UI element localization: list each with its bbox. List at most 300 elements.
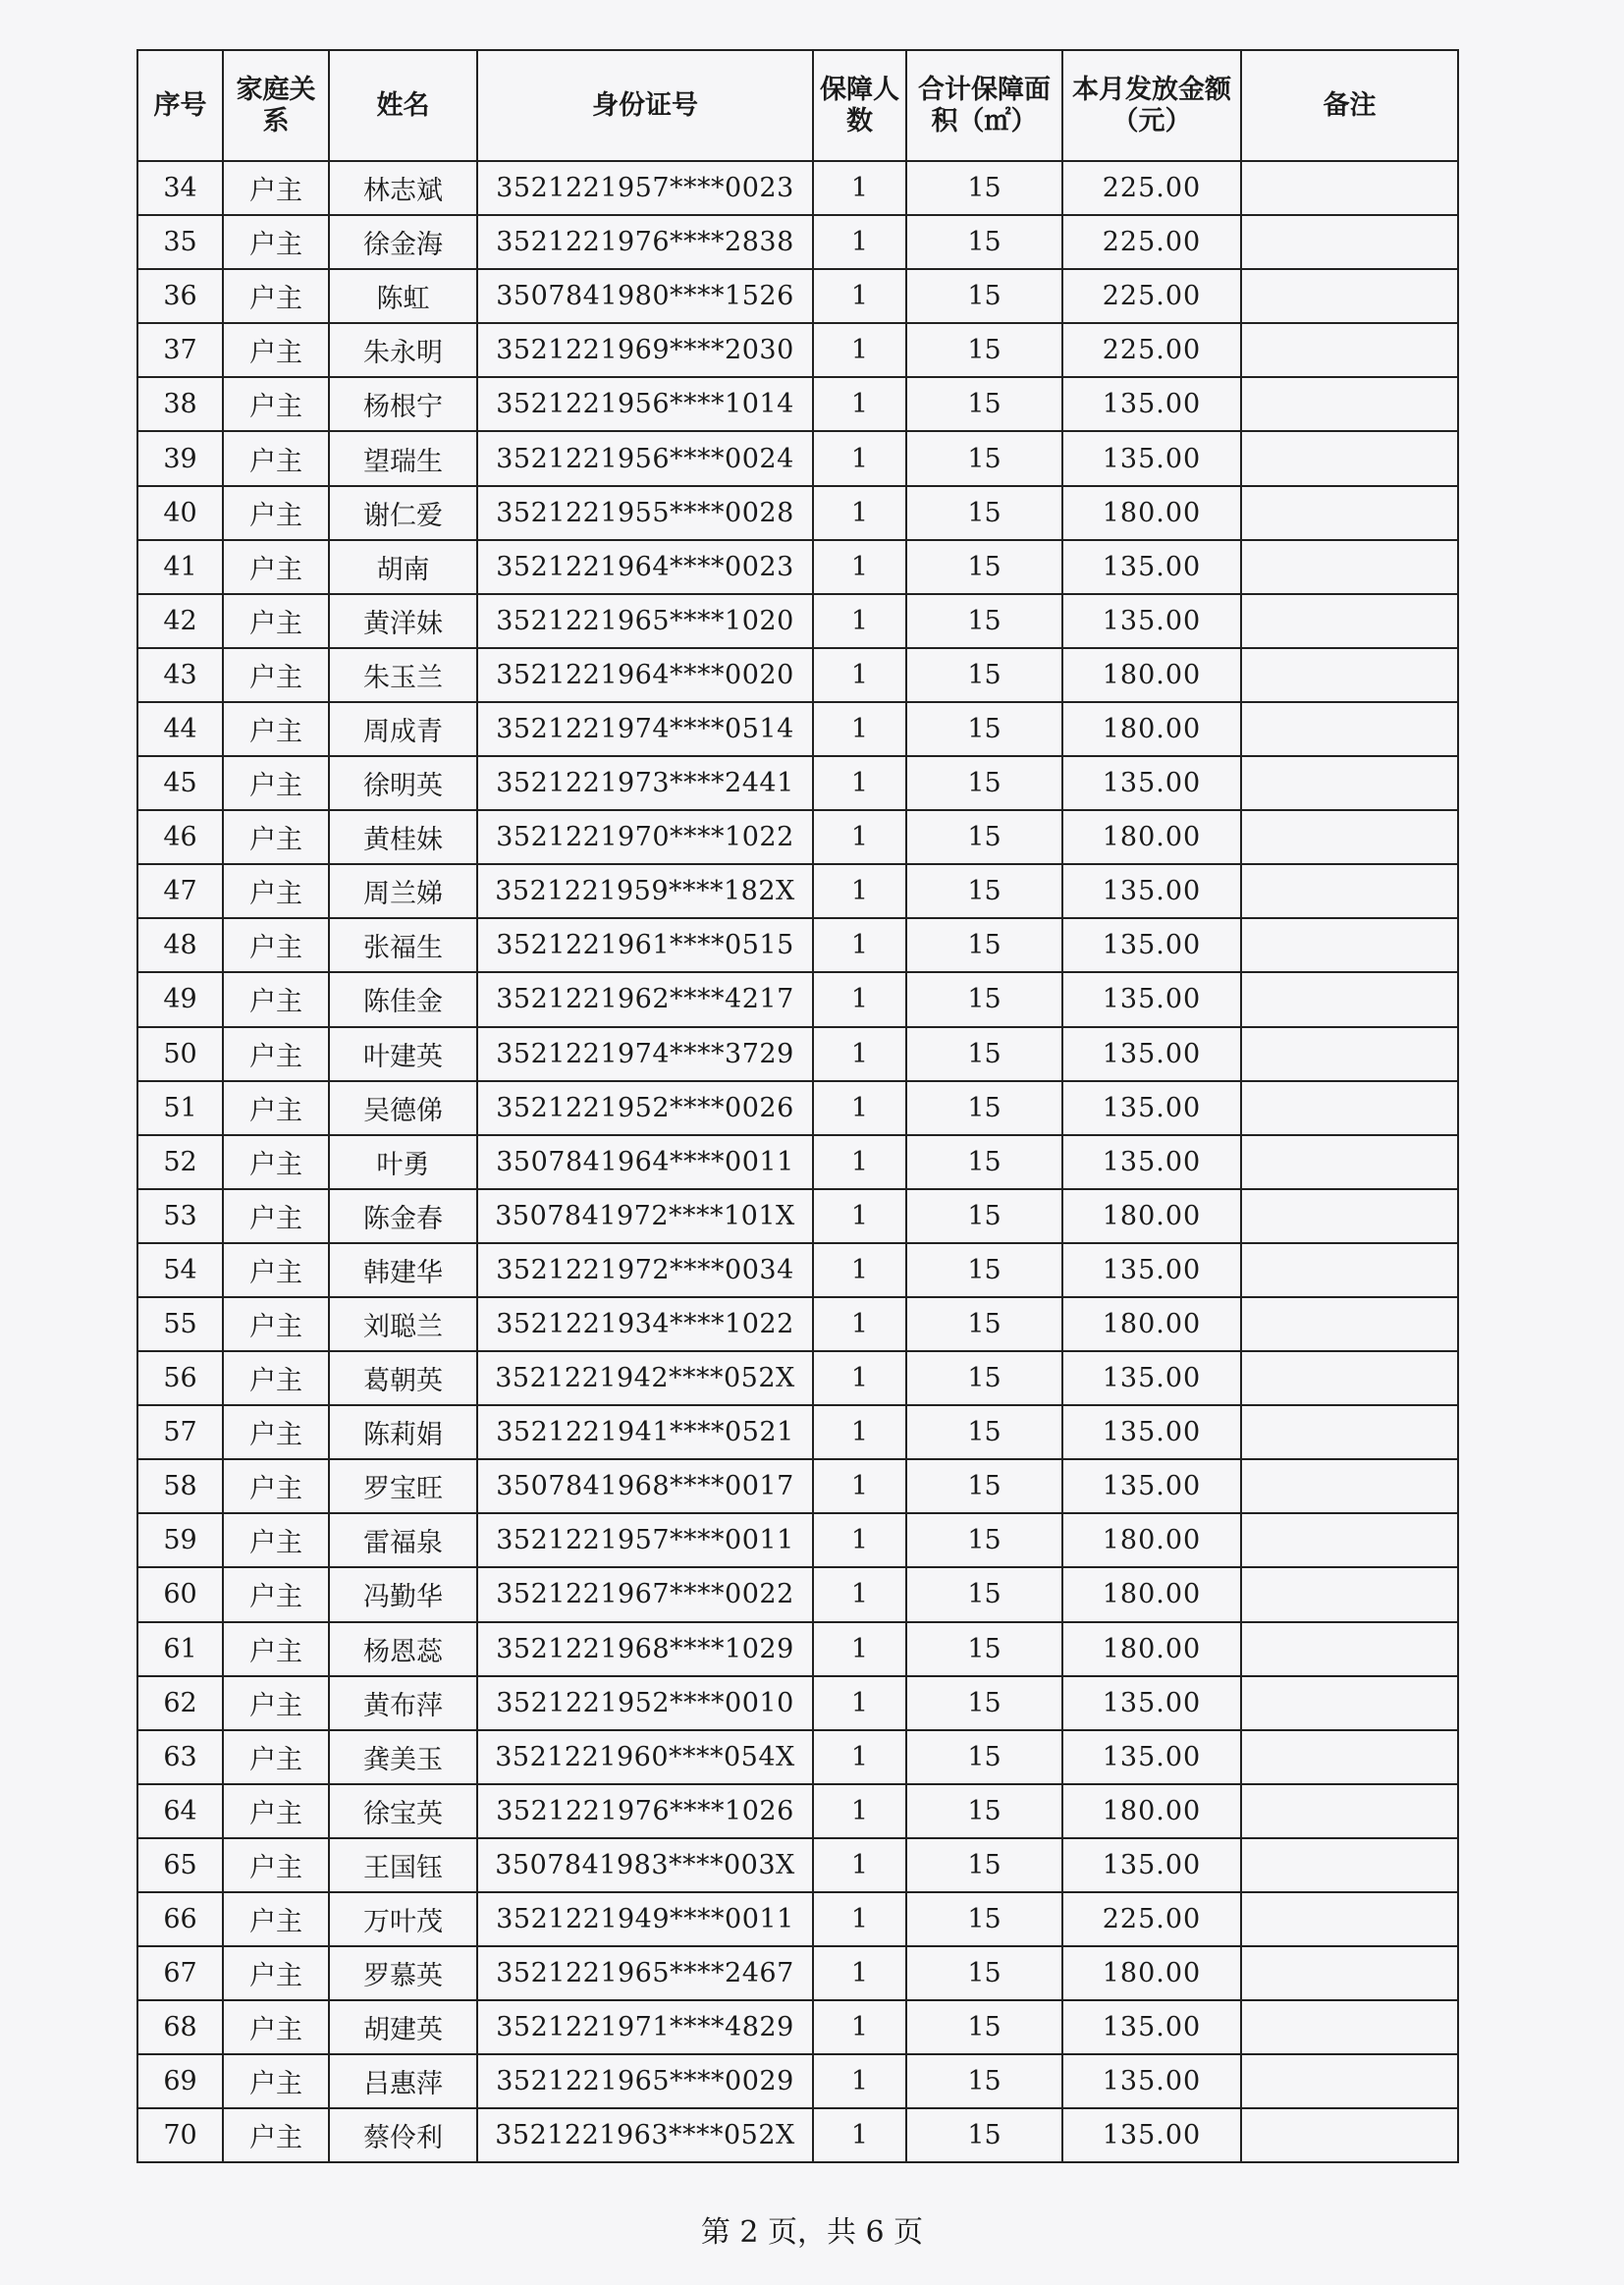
- cell-area: 15: [906, 2054, 1062, 2108]
- cell-remark: [1241, 918, 1458, 972]
- table-row: [137, 1784, 1458, 1838]
- table-row: [137, 377, 1458, 431]
- cell-id-number: 3521221963****052X: [477, 2108, 813, 2162]
- cell-persons: 1: [813, 1676, 906, 1730]
- cell-name: 谢仁爱: [329, 486, 477, 540]
- cell-area: 15: [906, 269, 1062, 323]
- cell-remark: [1241, 1730, 1458, 1784]
- table-row: [137, 1189, 1458, 1243]
- cell-persons: 1: [813, 1243, 906, 1297]
- table-row: [137, 2000, 1458, 2054]
- cell-remark: [1241, 864, 1458, 918]
- cell-amount: 135.00: [1062, 2108, 1241, 2162]
- cell-name: 万叶茂: [329, 1892, 477, 1946]
- cell-relation: 户主: [223, 1567, 329, 1621]
- table-row: [137, 594, 1458, 648]
- cell-id-number: 3521221964****0020: [477, 648, 813, 702]
- cell-id-number: 3521221964****0023: [477, 540, 813, 594]
- cell-seq: 46: [137, 810, 223, 864]
- table-row: [137, 1513, 1458, 1567]
- cell-amount: 180.00: [1062, 486, 1241, 540]
- cell-id-number: 3521221970****1022: [477, 810, 813, 864]
- cell-area: 15: [906, 1243, 1062, 1297]
- cell-remark: [1241, 377, 1458, 431]
- cell-remark: [1241, 1513, 1458, 1567]
- cell-remark: [1241, 540, 1458, 594]
- header-relation: 家庭关系: [223, 50, 329, 161]
- cell-relation: 户主: [223, 648, 329, 702]
- cell-relation: 户主: [223, 269, 329, 323]
- table-row: [137, 1676, 1458, 1730]
- cell-persons: 1: [813, 1892, 906, 1946]
- table-row: [137, 215, 1458, 269]
- cell-persons: 1: [813, 540, 906, 594]
- header-name: 姓名: [329, 50, 477, 161]
- cell-amount: 180.00: [1062, 1946, 1241, 2000]
- cell-relation: 户主: [223, 540, 329, 594]
- header-area: 合计保障面积（㎡）: [906, 50, 1062, 161]
- cell-amount: 180.00: [1062, 648, 1241, 702]
- page-number: 第 2 页，共 6 页: [700, 2215, 924, 2250]
- cell-seq: 61: [137, 1622, 223, 1676]
- cell-remark: [1241, 594, 1458, 648]
- cell-seq: 62: [137, 1676, 223, 1730]
- cell-seq: 63: [137, 1730, 223, 1784]
- cell-remark: [1241, 486, 1458, 540]
- cell-remark: [1241, 269, 1458, 323]
- table-row: [137, 864, 1458, 918]
- cell-name: 周成青: [329, 702, 477, 756]
- table-row: [137, 1459, 1458, 1513]
- table-row: [137, 1892, 1458, 1946]
- table-row: [137, 756, 1458, 810]
- cell-area: 15: [906, 702, 1062, 756]
- cell-id-number: 3521221942****052X: [477, 1351, 813, 1405]
- cell-name: 王国钰: [329, 1838, 477, 1892]
- cell-persons: 1: [813, 1027, 906, 1081]
- cell-persons: 1: [813, 486, 906, 540]
- cell-area: 15: [906, 486, 1062, 540]
- cell-relation: 户主: [223, 1730, 329, 1784]
- cell-area: 15: [906, 1081, 1062, 1135]
- cell-persons: 1: [813, 1730, 906, 1784]
- table-row: [137, 1135, 1458, 1189]
- table-row: [137, 540, 1458, 594]
- cell-id-number: 3521221962****4217: [477, 972, 813, 1026]
- cell-amount: 180.00: [1062, 1622, 1241, 1676]
- cell-name: 叶勇: [329, 1135, 477, 1189]
- cell-id-number: 3521221941****0521: [477, 1405, 813, 1459]
- cell-area: 15: [906, 594, 1062, 648]
- cell-amount: 135.00: [1062, 756, 1241, 810]
- cell-seq: 42: [137, 594, 223, 648]
- cell-id-number: 3521221960****054X: [477, 1730, 813, 1784]
- cell-persons: 1: [813, 1459, 906, 1513]
- cell-name: 刘聪兰: [329, 1297, 477, 1351]
- cell-persons: 1: [813, 377, 906, 431]
- table-row: [137, 648, 1458, 702]
- cell-area: 15: [906, 648, 1062, 702]
- cell-amount: 135.00: [1062, 918, 1241, 972]
- cell-remark: [1241, 648, 1458, 702]
- table-row: [137, 1243, 1458, 1297]
- cell-area: 15: [906, 1567, 1062, 1621]
- cell-name: 罗慕英: [329, 1946, 477, 2000]
- cell-id-number: 3507841968****0017: [477, 1459, 813, 1513]
- cell-area: 15: [906, 864, 1062, 918]
- cell-area: 15: [906, 431, 1062, 485]
- cell-amount: 135.00: [1062, 1838, 1241, 1892]
- cell-relation: 户主: [223, 1676, 329, 1730]
- cell-area: 15: [906, 1892, 1062, 1946]
- cell-persons: 1: [813, 1081, 906, 1135]
- cell-remark: [1241, 2108, 1458, 2162]
- cell-remark: [1241, 1784, 1458, 1838]
- cell-persons: 1: [813, 161, 906, 215]
- cell-seq: 54: [137, 1243, 223, 1297]
- cell-persons: 1: [813, 1135, 906, 1189]
- cell-amount: 180.00: [1062, 702, 1241, 756]
- cell-seq: 40: [137, 486, 223, 540]
- cell-remark: [1241, 1676, 1458, 1730]
- cell-seq: 45: [137, 756, 223, 810]
- cell-amount: 135.00: [1062, 2054, 1241, 2108]
- cell-id-number: 3521221965****0029: [477, 2054, 813, 2108]
- cell-remark: [1241, 215, 1458, 269]
- cell-persons: 1: [813, 431, 906, 485]
- table-row: [137, 972, 1458, 1026]
- cell-relation: 户主: [223, 810, 329, 864]
- cell-id-number: 3521221976****1026: [477, 1784, 813, 1838]
- cell-name: 叶建英: [329, 1027, 477, 1081]
- cell-remark: [1241, 1297, 1458, 1351]
- cell-seq: 58: [137, 1459, 223, 1513]
- cell-relation: 户主: [223, 1513, 329, 1567]
- cell-id-number: 3521221972****0034: [477, 1243, 813, 1297]
- cell-relation: 户主: [223, 1784, 329, 1838]
- cell-relation: 户主: [223, 1081, 329, 1135]
- cell-relation: 户主: [223, 377, 329, 431]
- cell-name: 陈虹: [329, 269, 477, 323]
- cell-amount: 180.00: [1062, 810, 1241, 864]
- cell-id-number: 3507841983****003X: [477, 1838, 813, 1892]
- cell-remark: [1241, 2054, 1458, 2108]
- cell-persons: 1: [813, 215, 906, 269]
- cell-relation: 户主: [223, 1189, 329, 1243]
- cell-remark: [1241, 1135, 1458, 1189]
- cell-name: 望瑞生: [329, 431, 477, 485]
- cell-persons: 1: [813, 1946, 906, 2000]
- header-row: [137, 50, 1458, 161]
- cell-persons: 1: [813, 1838, 906, 1892]
- cell-persons: 1: [813, 810, 906, 864]
- cell-amount: 135.00: [1062, 1405, 1241, 1459]
- header-seq: 序号: [137, 50, 223, 161]
- cell-seq: 44: [137, 702, 223, 756]
- cell-name: 罗宝旺: [329, 1459, 477, 1513]
- cell-remark: [1241, 1838, 1458, 1892]
- cell-area: 15: [906, 1946, 1062, 2000]
- cell-amount: 135.00: [1062, 1243, 1241, 1297]
- cell-area: 15: [906, 1189, 1062, 1243]
- cell-seq: 35: [137, 215, 223, 269]
- cell-amount: 225.00: [1062, 323, 1241, 377]
- cell-amount: 135.00: [1062, 1027, 1241, 1081]
- table-row: [137, 1567, 1458, 1621]
- table-row: [137, 1027, 1458, 1081]
- cell-remark: [1241, 431, 1458, 485]
- cell-relation: 户主: [223, 702, 329, 756]
- cell-id-number: 3521221952****0026: [477, 1081, 813, 1135]
- cell-remark: [1241, 1622, 1458, 1676]
- cell-name: 徐宝英: [329, 1784, 477, 1838]
- cell-remark: [1241, 1081, 1458, 1135]
- cell-remark: [1241, 972, 1458, 1026]
- cell-area: 15: [906, 1676, 1062, 1730]
- cell-id-number: 3521221957****0011: [477, 1513, 813, 1567]
- cell-name: 林志斌: [329, 161, 477, 215]
- table-row: [137, 702, 1458, 756]
- cell-id-number: 3521221965****1020: [477, 594, 813, 648]
- cell-area: 15: [906, 1027, 1062, 1081]
- cell-relation: 户主: [223, 1622, 329, 1676]
- cell-seq: 49: [137, 972, 223, 1026]
- cell-seq: 37: [137, 323, 223, 377]
- cell-persons: 1: [813, 1567, 906, 1621]
- cell-area: 15: [906, 1135, 1062, 1189]
- cell-seq: 48: [137, 918, 223, 972]
- cell-name: 周兰娣: [329, 864, 477, 918]
- cell-area: 15: [906, 1784, 1062, 1838]
- cell-amount: 135.00: [1062, 1459, 1241, 1513]
- cell-persons: 1: [813, 918, 906, 972]
- table-body: [137, 161, 1458, 2162]
- cell-relation: 户主: [223, 1027, 329, 1081]
- table-row: [137, 161, 1458, 215]
- cell-id-number: 3521221974****0514: [477, 702, 813, 756]
- header-id-number: 身份证号: [477, 50, 813, 161]
- cell-seq: 38: [137, 377, 223, 431]
- cell-id-number: 3521221956****0024: [477, 431, 813, 485]
- cell-name: 冯勤华: [329, 1567, 477, 1621]
- cell-remark: [1241, 1459, 1458, 1513]
- cell-area: 15: [906, 323, 1062, 377]
- cell-remark: [1241, 702, 1458, 756]
- cell-persons: 1: [813, 1351, 906, 1405]
- cell-amount: 135.00: [1062, 2000, 1241, 2054]
- cell-seq: 41: [137, 540, 223, 594]
- cell-relation: 户主: [223, 972, 329, 1026]
- cell-amount: 180.00: [1062, 1567, 1241, 1621]
- cell-amount: 180.00: [1062, 1513, 1241, 1567]
- cell-remark: [1241, 1243, 1458, 1297]
- cell-amount: 135.00: [1062, 377, 1241, 431]
- cell-persons: 1: [813, 1297, 906, 1351]
- cell-id-number: 3521221955****0028: [477, 486, 813, 540]
- table-row: [137, 323, 1458, 377]
- cell-id-number: 3521221974****3729: [477, 1027, 813, 1081]
- cell-id-number: 3521221961****0515: [477, 918, 813, 972]
- cell-relation: 户主: [223, 1405, 329, 1459]
- cell-area: 15: [906, 756, 1062, 810]
- cell-area: 15: [906, 1351, 1062, 1405]
- cell-seq: 43: [137, 648, 223, 702]
- cell-relation: 户主: [223, 1297, 329, 1351]
- cell-persons: 1: [813, 1784, 906, 1838]
- cell-area: 15: [906, 161, 1062, 215]
- cell-area: 15: [906, 1730, 1062, 1784]
- cell-name: 张福生: [329, 918, 477, 972]
- cell-seq: 59: [137, 1513, 223, 1567]
- cell-relation: 户主: [223, 2000, 329, 2054]
- table-row: [137, 1405, 1458, 1459]
- cell-area: 15: [906, 1297, 1062, 1351]
- cell-persons: 1: [813, 756, 906, 810]
- table-row: [137, 269, 1458, 323]
- cell-relation: 户主: [223, 161, 329, 215]
- cell-amount: 135.00: [1062, 431, 1241, 485]
- cell-persons: 1: [813, 323, 906, 377]
- cell-area: 15: [906, 1513, 1062, 1567]
- table-row: [137, 1838, 1458, 1892]
- cell-remark: [1241, 756, 1458, 810]
- cell-id-number: 3521221968****1029: [477, 1622, 813, 1676]
- cell-name: 吴德俤: [329, 1081, 477, 1135]
- cell-persons: 1: [813, 1189, 906, 1243]
- cell-area: 15: [906, 2000, 1062, 2054]
- cell-area: 15: [906, 540, 1062, 594]
- cell-name: 黄洋妹: [329, 594, 477, 648]
- cell-id-number: 3521221934****1022: [477, 1297, 813, 1351]
- cell-area: 15: [906, 810, 1062, 864]
- cell-relation: 户主: [223, 2108, 329, 2162]
- cell-area: 15: [906, 1622, 1062, 1676]
- cell-relation: 户主: [223, 1892, 329, 1946]
- cell-seq: 36: [137, 269, 223, 323]
- cell-amount: 225.00: [1062, 269, 1241, 323]
- cell-remark: [1241, 323, 1458, 377]
- cell-id-number: 3507841964****0011: [477, 1135, 813, 1189]
- subsidy-table: [136, 49, 1459, 2163]
- cell-seq: 50: [137, 1027, 223, 1081]
- table-row: [137, 1351, 1458, 1405]
- cell-amount: 135.00: [1062, 1135, 1241, 1189]
- cell-persons: 1: [813, 648, 906, 702]
- cell-persons: 1: [813, 1513, 906, 1567]
- cell-remark: [1241, 1405, 1458, 1459]
- cell-persons: 1: [813, 594, 906, 648]
- table-row: [137, 1622, 1458, 1676]
- cell-seq: 53: [137, 1189, 223, 1243]
- cell-amount: 135.00: [1062, 972, 1241, 1026]
- cell-seq: 52: [137, 1135, 223, 1189]
- cell-relation: 户主: [223, 431, 329, 485]
- cell-amount: 180.00: [1062, 1189, 1241, 1243]
- cell-remark: [1241, 1567, 1458, 1621]
- cell-relation: 户主: [223, 864, 329, 918]
- cell-amount: 225.00: [1062, 1892, 1241, 1946]
- table-row: [137, 431, 1458, 485]
- cell-persons: 1: [813, 1405, 906, 1459]
- cell-name: 吕惠萍: [329, 2054, 477, 2108]
- cell-id-number: 3521221956****1014: [477, 377, 813, 431]
- cell-seq: 60: [137, 1567, 223, 1621]
- cell-relation: 户主: [223, 486, 329, 540]
- cell-id-number: 3521221949****0011: [477, 1892, 813, 1946]
- cell-name: 胡建英: [329, 2000, 477, 2054]
- cell-name: 杨恩蕊: [329, 1622, 477, 1676]
- cell-id-number: 3521221973****2441: [477, 756, 813, 810]
- cell-amount: 135.00: [1062, 1730, 1241, 1784]
- cell-amount: 135.00: [1062, 1351, 1241, 1405]
- cell-area: 15: [906, 2108, 1062, 2162]
- cell-persons: 1: [813, 2108, 906, 2162]
- cell-relation: 户主: [223, 1135, 329, 1189]
- cell-name: 徐明英: [329, 756, 477, 810]
- cell-remark: [1241, 1892, 1458, 1946]
- cell-name: 陈佳金: [329, 972, 477, 1026]
- cell-name: 韩建华: [329, 1243, 477, 1297]
- cell-id-number: 3507841980****1526: [477, 269, 813, 323]
- cell-seq: 47: [137, 864, 223, 918]
- table-row: [137, 486, 1458, 540]
- cell-id-number: 3507841972****101X: [477, 1189, 813, 1243]
- cell-seq: 66: [137, 1892, 223, 1946]
- cell-persons: 1: [813, 269, 906, 323]
- cell-seq: 64: [137, 1784, 223, 1838]
- cell-remark: [1241, 161, 1458, 215]
- cell-amount: 225.00: [1062, 161, 1241, 215]
- cell-remark: [1241, 1189, 1458, 1243]
- cell-amount: 225.00: [1062, 215, 1241, 269]
- cell-seq: 68: [137, 2000, 223, 2054]
- cell-area: 15: [906, 215, 1062, 269]
- cell-relation: 户主: [223, 2054, 329, 2108]
- table-row: [137, 2054, 1458, 2108]
- cell-remark: [1241, 810, 1458, 864]
- table-row: [137, 1297, 1458, 1351]
- cell-name: 徐金海: [329, 215, 477, 269]
- cell-persons: 1: [813, 702, 906, 756]
- cell-amount: 135.00: [1062, 864, 1241, 918]
- cell-amount: 180.00: [1062, 1784, 1241, 1838]
- cell-relation: 户主: [223, 594, 329, 648]
- cell-seq: 34: [137, 161, 223, 215]
- cell-relation: 户主: [223, 1459, 329, 1513]
- cell-seq: 51: [137, 1081, 223, 1135]
- cell-remark: [1241, 2000, 1458, 2054]
- cell-name: 黄桂妹: [329, 810, 477, 864]
- cell-persons: 1: [813, 972, 906, 1026]
- cell-seq: 56: [137, 1351, 223, 1405]
- cell-remark: [1241, 1946, 1458, 2000]
- cell-seq: 55: [137, 1297, 223, 1351]
- cell-name: 龚美玉: [329, 1730, 477, 1784]
- cell-name: 朱玉兰: [329, 648, 477, 702]
- cell-area: 15: [906, 1405, 1062, 1459]
- cell-id-number: 3521221957****0023: [477, 161, 813, 215]
- cell-name: 陈金春: [329, 1189, 477, 1243]
- cell-id-number: 3521221976****2838: [477, 215, 813, 269]
- cell-name: 胡南: [329, 540, 477, 594]
- cell-id-number: 3521221967****0022: [477, 1567, 813, 1621]
- cell-relation: 户主: [223, 1351, 329, 1405]
- cell-name: 朱永明: [329, 323, 477, 377]
- table-row: [137, 1946, 1458, 2000]
- cell-area: 15: [906, 1459, 1062, 1513]
- cell-name: 黄布萍: [329, 1676, 477, 1730]
- cell-area: 15: [906, 377, 1062, 431]
